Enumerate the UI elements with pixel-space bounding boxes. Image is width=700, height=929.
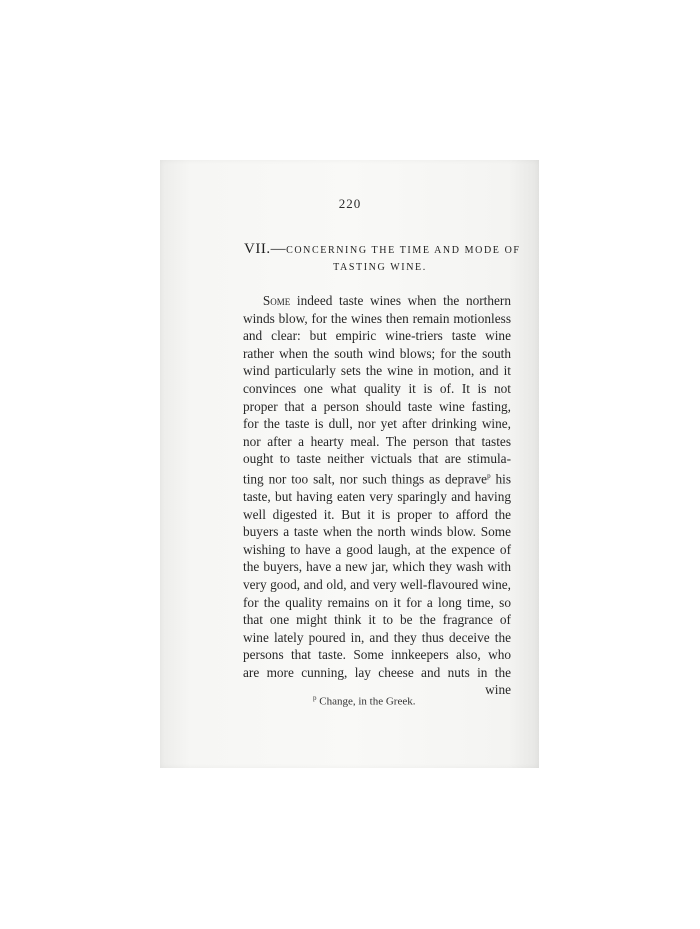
text-line: proper that a person should taste wine fasting, — [243, 398, 511, 414]
text-line: wine lately poured in, and they thus deceive the — [243, 629, 511, 645]
section-heading — [244, 241, 521, 276]
heading-numeral: VII.— — [244, 241, 287, 257]
text-line: for the quality remains on it for a long time, so — [243, 594, 511, 610]
text-line: persons that taste. Some innkeepers also, who — [243, 647, 511, 663]
heading-line-1 — [244, 241, 521, 259]
footnote-text: Change, in the Greek. — [316, 695, 416, 708]
text-line: well digested it. But it is proper to afford the — [243, 506, 511, 522]
footnote-reference: p — [487, 471, 491, 480]
text-line: and clear: but empiric wine-triers taste wine — [243, 328, 511, 344]
text-line: very good, and old, and very well-flavoured wine, — [243, 576, 511, 592]
footnote-marker: p — [313, 694, 317, 702]
text-line: buyers a taste when the north winds blow. Some — [243, 524, 511, 540]
footnote — [313, 694, 415, 708]
text-line: taste, but having eaten very sparingly and having — [243, 488, 511, 504]
first-word: Some — [262, 293, 291, 308]
text-line: the buyers, have a new jar, which they wash with — [243, 559, 511, 575]
text-line: rather when the south wind blows; for the south — [243, 345, 511, 361]
text-line: Some indeed taste wines when the northern — [262, 293, 511, 308]
text-line: ting nor too salt, nor such things as deprave$^p$ his — [243, 471, 512, 487]
text-line: ought to taste neither victuals that are stimula- — [243, 451, 511, 467]
text-line: nor after a hearty meal. The person that tastes — [243, 433, 511, 449]
text-line: convinces one what quality it is of. It is not — [243, 380, 511, 396]
text-line: wind particularly sets the wine in motion, and it — [243, 363, 511, 379]
text-line: for the taste is dull, nor yet after drinking wine, — [243, 416, 511, 432]
page-number: 220 — [338, 196, 362, 211]
body-paragraph — [243, 292, 511, 699]
catchword: wine — [485, 682, 511, 698]
heading-title-part-1: CONCERNING THE TIME AND MODE OF — [286, 245, 521, 256]
text-line: are more cunning, lay cheese and nuts in the — [243, 664, 511, 680]
text-line: winds blow, for the wines then remain motionless — [243, 310, 511, 326]
text-line: that one might think it to be the fragrance of — [243, 612, 511, 628]
text-line: wishing to have a good laugh, at the expence of — [243, 541, 511, 557]
heading-line-2: TASTING WINE. — [333, 262, 427, 273]
